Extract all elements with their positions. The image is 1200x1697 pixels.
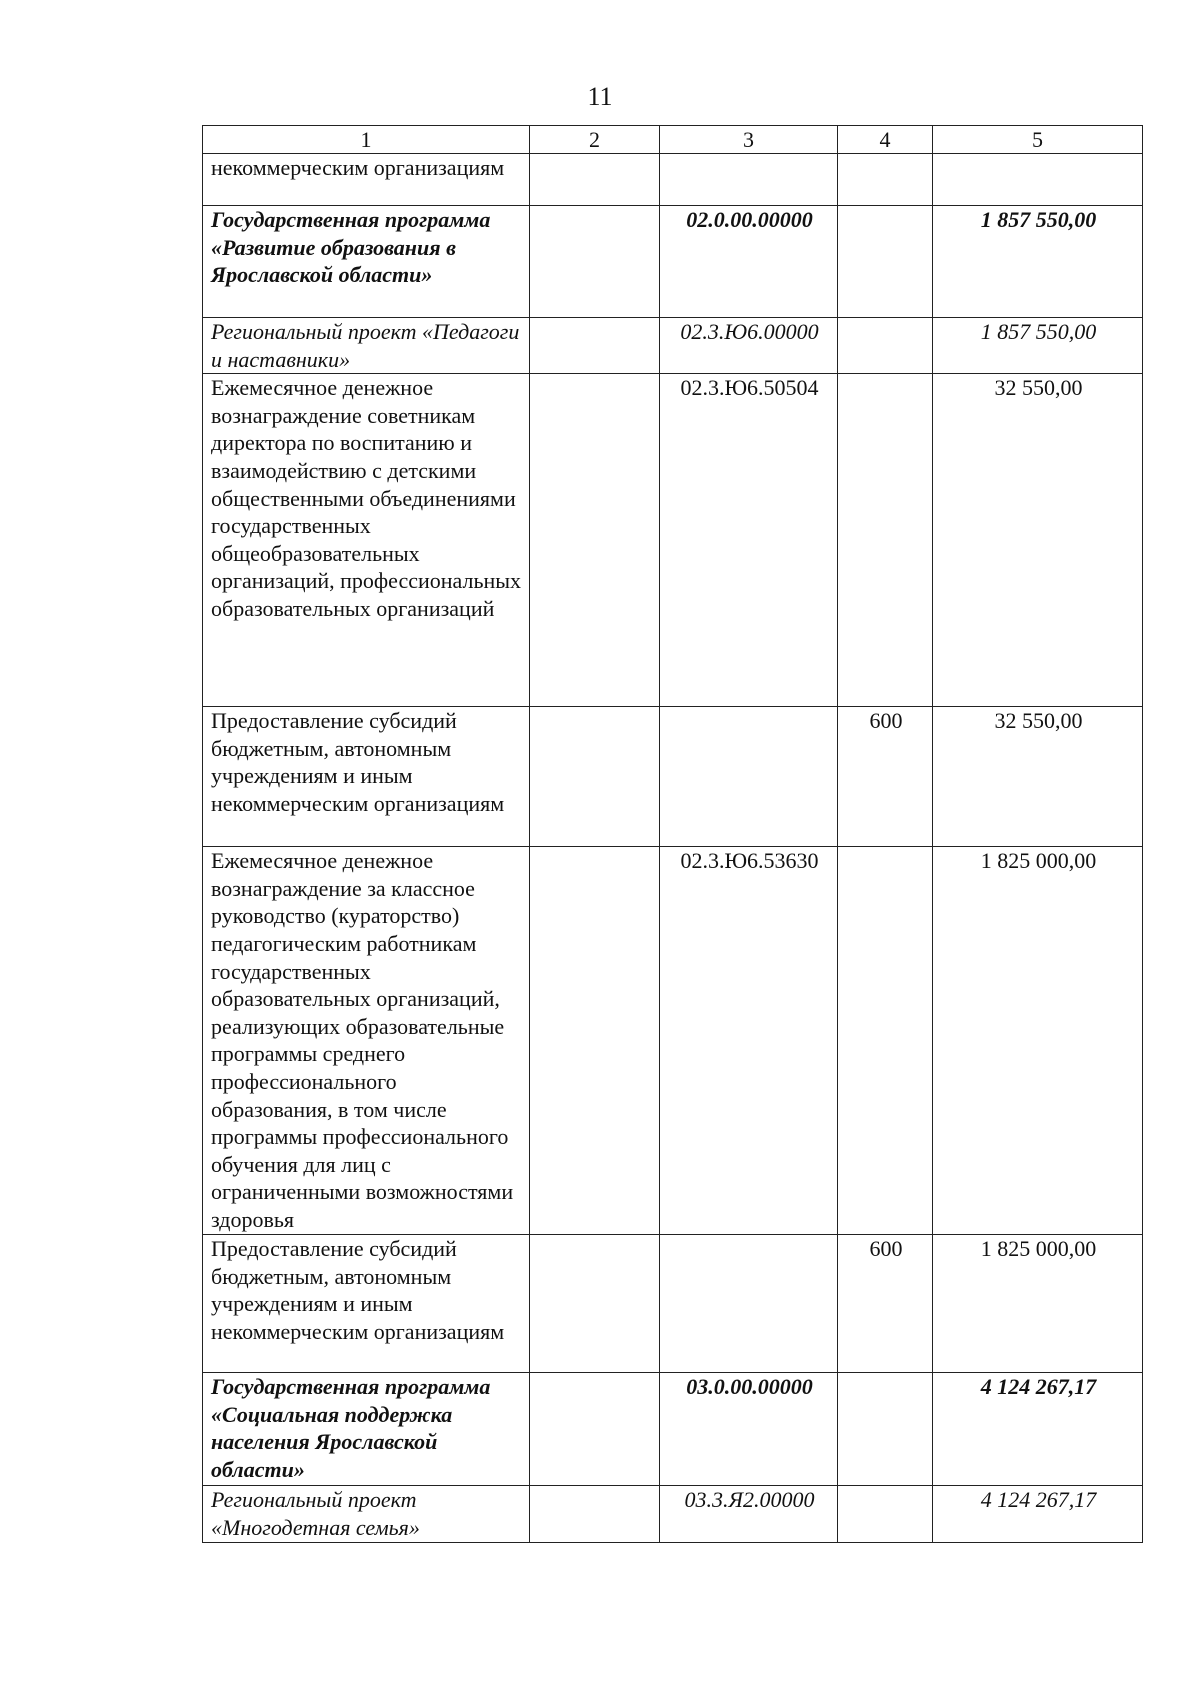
table-row <box>203 1486 1143 1543</box>
row-type <box>838 847 933 1235</box>
row-name: Региональный проект «Педагоги и наставники» <box>203 318 530 374</box>
row-code: 03.3.Я2.00000 <box>660 1486 838 1543</box>
row-col-2 <box>530 318 660 374</box>
row-amount: 32 550,00 <box>933 707 1143 847</box>
row-amount: 1 857 550,00 <box>933 318 1143 374</box>
row-type <box>838 206 933 318</box>
header-row <box>203 126 1143 154</box>
table-row <box>203 154 1143 206</box>
table-row <box>203 1235 1143 1373</box>
row-type: 600 <box>838 1235 933 1373</box>
row-col-2 <box>530 374 660 707</box>
row-amount: 1 857 550,00 <box>933 206 1143 318</box>
table-row <box>203 847 1143 1235</box>
row-code: 02.3.Ю6.53630 <box>660 847 838 1235</box>
row-amount: 4 124 267,17 <box>933 1486 1143 1543</box>
row-code: 02.0.00.00000 <box>660 206 838 318</box>
page-number: 11 <box>587 82 613 111</box>
table-body <box>203 154 1143 1543</box>
row-name: Региональный проект «Многодетная семья» <box>203 1486 530 1543</box>
table-row <box>203 374 1143 707</box>
budget-table <box>202 125 1143 1543</box>
row-code <box>660 154 838 206</box>
table-row <box>203 318 1143 374</box>
header-col-4: 4 <box>838 126 933 154</box>
row-name: Государственная программа «Развитие образования в Ярославской области» <box>203 206 530 318</box>
row-amount: 1 825 000,00 <box>933 847 1143 1235</box>
row-col-2 <box>530 154 660 206</box>
header-col-1: 1 <box>203 126 530 154</box>
row-name: Ежемесячное денежное вознаграждение советникам директора по воспитанию и взаимодействию с детскими общественными объединениями государственных общеобразовательных организаций, профессиональных образовательных организаций <box>203 374 530 707</box>
row-col-2 <box>530 206 660 318</box>
row-type <box>838 1486 933 1543</box>
header-col-2: 2 <box>530 126 660 154</box>
table-row <box>203 1373 1143 1486</box>
row-code: 03.0.00.00000 <box>660 1373 838 1486</box>
row-col-2 <box>530 707 660 847</box>
row-col-2 <box>530 847 660 1235</box>
row-amount: 32 550,00 <box>933 374 1143 707</box>
row-col-2 <box>530 1486 660 1543</box>
row-code: 02.3.Ю6.00000 <box>660 318 838 374</box>
row-col-2 <box>530 1235 660 1373</box>
row-name: некоммерческим организациям <box>203 154 530 206</box>
row-code <box>660 1235 838 1373</box>
row-amount: 1 825 000,00 <box>933 1235 1143 1373</box>
row-name: Ежемесячное денежное вознаграждение за классное руководство (кураторство) педагогическим работникам государственных образовательных организаций, реализующих образовательные программы среднего профессионального образования, в том числе программы профессионального обучения для лиц с ограниченными возможностями здоровья <box>203 847 530 1235</box>
header-col-5: 5 <box>933 126 1143 154</box>
table-header <box>203 126 1143 154</box>
row-type <box>838 318 933 374</box>
table-row <box>203 206 1143 318</box>
row-name: Предоставление субсидий бюджетным, автономным учреждениям и иным некоммерческим организациям <box>203 1235 530 1373</box>
row-code <box>660 707 838 847</box>
row-name: Предоставление субсидий бюджетным, автономным учреждениям и иным некоммерческим организациям <box>203 707 530 847</box>
row-amount: 4 124 267,17 <box>933 1373 1143 1486</box>
table-row <box>203 707 1143 847</box>
row-type: 600 <box>838 707 933 847</box>
row-code: 02.3.Ю6.50504 <box>660 374 838 707</box>
row-type <box>838 1373 933 1486</box>
row-col-2 <box>530 1373 660 1486</box>
row-type <box>838 374 933 707</box>
row-name: Государственная программа «Социальная поддержка населения Ярославской области» <box>203 1373 530 1486</box>
row-amount <box>933 154 1143 206</box>
header-col-3: 3 <box>660 126 838 154</box>
row-type <box>838 154 933 206</box>
